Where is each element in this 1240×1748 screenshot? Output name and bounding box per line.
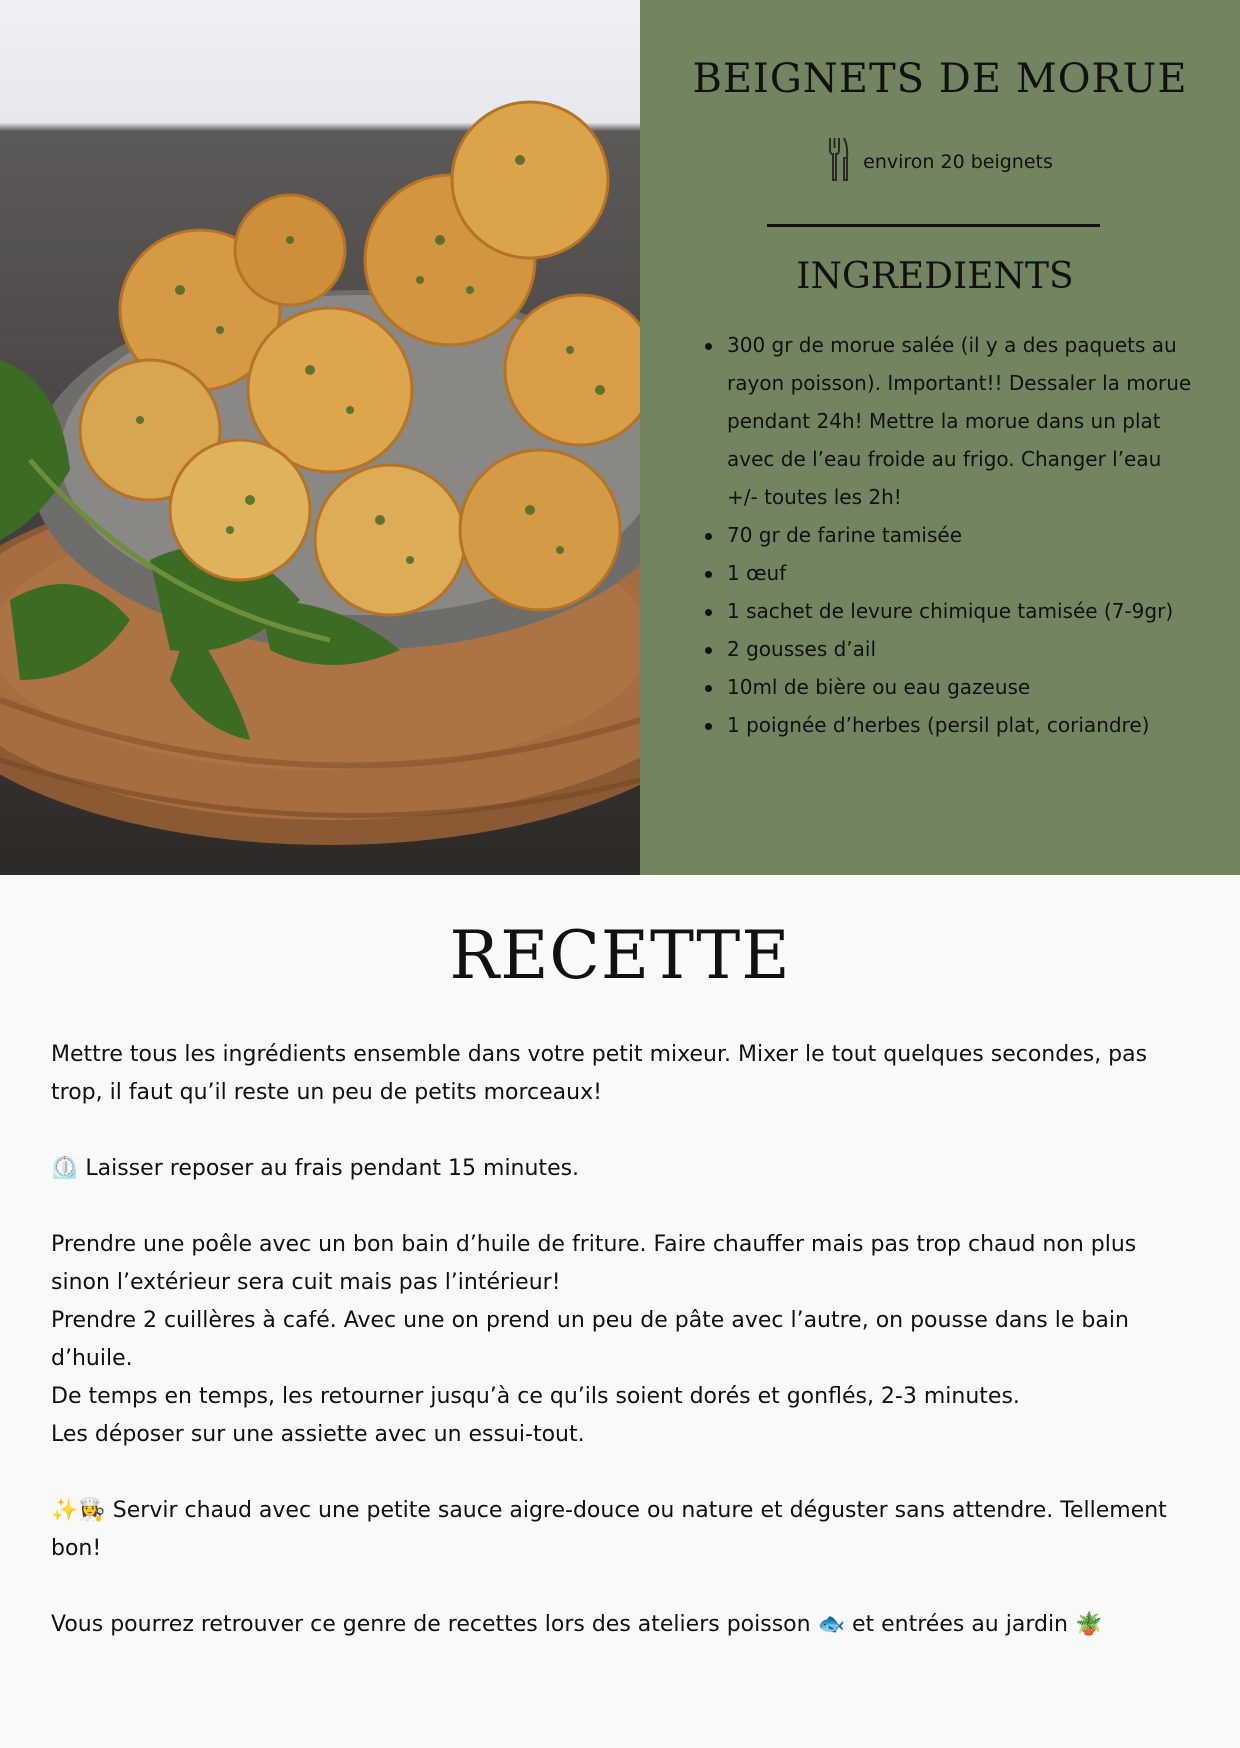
step-paragraph: Vous pourrez retrouver ce genre de recettes lors des ateliers poisson 🐟 et entrées au jardin 🪴 <box>51 1606 1201 1644</box>
step-paragraph: Mettre tous les ingrédients ensemble dans votre petit mixeur. Mixer le tout quelques secondes, pas trop, il faut qu’il reste un peu de petits morceaux! <box>51 1042 1148 1105</box>
step-paragraph: De temps en temps, les retourner jusqu’à ce qu’ils soient dorés et gonflés, 2-3 minutes. <box>51 1384 1020 1409</box>
recipe-title: BEIGNETS DE MORUE <box>692 56 1188 102</box>
recipe-steps <box>51 1036 1201 1644</box>
list-item: 1 poignée d’herbes (persil plat, coriandre) <box>727 706 1197 744</box>
list-item: 2 gousses d’ail <box>727 630 1197 668</box>
recipe-info-panel <box>640 0 1240 875</box>
ingredients-list <box>727 326 1197 744</box>
step-paragraph: ⏲️ Laisser reposer au frais pendant 15 minutes. <box>51 1150 1201 1188</box>
fish-icon: 🐟 <box>817 1612 845 1637</box>
recette-heading: RECETTE <box>449 917 791 994</box>
list-item: 70 gr de farine tamisée <box>727 516 1197 554</box>
step-paragraph: Prendre une poêle avec un bon bain d’huile de friture. Faire chauffer mais pas trop chaud non plus sinon l’extérieur sera cuit mais pas l’intérieur! <box>51 1232 1137 1295</box>
list-item: 1 œuf <box>727 554 1197 592</box>
sparkle-chef-icon: ✨👩‍🍳 <box>51 1498 106 1523</box>
plant-icon: 🪴 <box>1075 1612 1103 1637</box>
list-item: 300 gr de morue salée (il y a des paquets au rayon poisson). Important!! Dessaler la morue pendant 24h! Mettre la morue dans un plat avec de l’eau froide au frigo. Changer l’eau +/- toutes les 2h! <box>727 326 1197 516</box>
divider <box>767 224 1100 227</box>
list-item: 1 sachet de levure chimique tamisée (7-9gr) <box>727 592 1197 630</box>
servings-row <box>640 136 1240 187</box>
step-paragraph: Prendre 2 cuillères à café. Avec une on prend un peu de pâte avec l’autre, on pousse dans le bain d’huile. <box>51 1308 1129 1371</box>
timer-icon: ⏲️ <box>51 1156 79 1181</box>
fork-knife-icon <box>827 136 849 187</box>
ingredients-heading: INGREDIENTS <box>796 256 1074 297</box>
list-item: 10ml de bière ou eau gazeuse <box>727 668 1197 706</box>
cod-fritters-photo <box>0 0 640 875</box>
step-paragraph: ✨👩‍🍳 Servir chaud avec une petite sauce aigre-douce ou nature et déguster sans attendre. Tellement bon! <box>51 1492 1201 1568</box>
servings-text: environ 20 beignets <box>863 150 1053 173</box>
step-paragraph: Les déposer sur une assiette avec un essui-tout. <box>51 1422 585 1447</box>
